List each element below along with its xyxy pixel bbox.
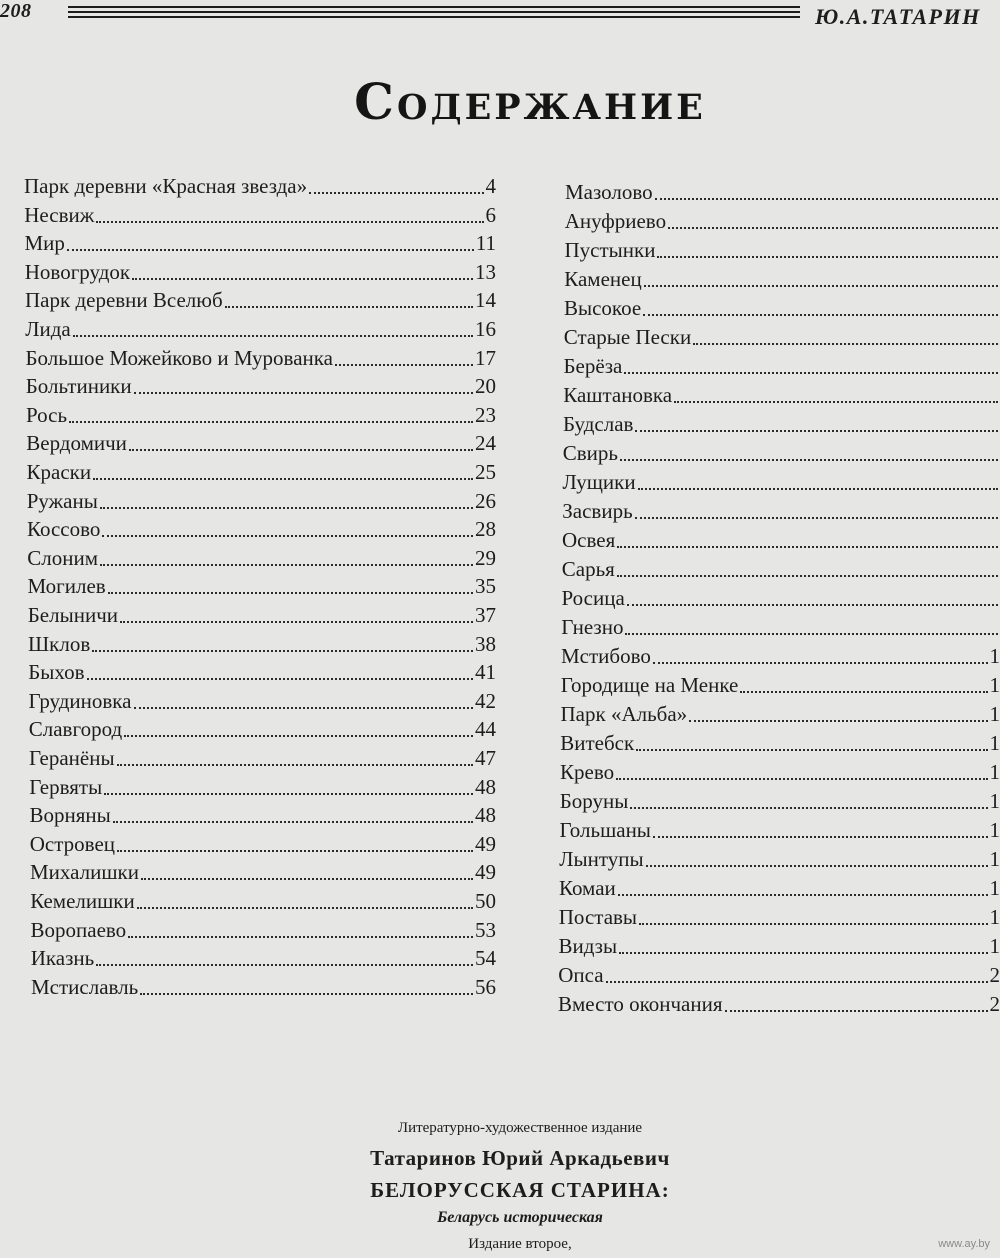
toc-entry-title: Шклов [28, 631, 91, 656]
toc-entry-title: Белыничи [27, 603, 118, 627]
toc-entry-page: 53 [475, 917, 496, 942]
toc-entry-page: 11 [475, 231, 496, 256]
toc-entry-page: 26 [475, 488, 496, 513]
toc-entry-title: Пустынки [564, 238, 656, 262]
toc-entry-page: 1 [989, 731, 1000, 755]
toc-entry-page: 24 [475, 431, 496, 456]
toc-leader-dots [689, 719, 987, 722]
toc-entry-title: Ворняны [29, 803, 111, 828]
toc-entry-title: Крево [560, 760, 615, 784]
toc-entry-title: Берёза [563, 354, 623, 378]
toc-entry-title: Лида [25, 317, 71, 341]
toc-entry-title: Свирь [562, 441, 618, 465]
toc-entry-page: 25 [475, 460, 496, 484]
toc-leader-dots [643, 313, 998, 316]
toc-entry [562, 499, 1000, 524]
toc-leader-dots [668, 226, 998, 229]
imprint-book-title: БЕЛОРУССКАЯ СТАРИНА: [370, 1178, 670, 1202]
toc-leader-dots [630, 806, 987, 809]
toc-entry-title: Коссово [27, 517, 101, 542]
page-number: 208 [0, 0, 32, 22]
toc-leader-dots [653, 835, 988, 838]
toc-entry [558, 992, 1000, 1017]
toc-entry [563, 441, 1000, 466]
toc-entry [565, 238, 1000, 263]
toc-entry-title: Быхов [28, 660, 85, 685]
toc-entry-title: Лынтупы [559, 847, 644, 871]
toc-entry-title: Мазолово [565, 180, 653, 204]
toc-entry-page: 38 [475, 631, 496, 656]
toc-leader-dots [740, 690, 987, 693]
toc-entry-title: Кемелишки [30, 889, 135, 913]
toc-entry-page: 1 [989, 760, 1000, 784]
toc-entry-page: 16 [475, 317, 496, 341]
toc-leader-dots [674, 400, 998, 403]
toc-entry [560, 818, 1000, 843]
toc-entry [563, 470, 1000, 495]
toc-entry-title: Мстиславль [31, 974, 139, 999]
toc-entry-title: Слоним [27, 545, 99, 570]
toc-entry-title: Несвиж [24, 202, 95, 227]
toc-entry [564, 325, 1000, 350]
toc-entry-title: Поставы [558, 905, 638, 929]
toc-leader-dots [636, 748, 987, 751]
toc-entry-page: 35 [475, 574, 496, 599]
toc-entry [565, 180, 1000, 205]
toc-entry-page: 42 [475, 688, 496, 713]
page-title: Содержание [354, 72, 706, 131]
toc-entry-title: Видзы [558, 934, 618, 958]
imprint-edition: Издание второе, [468, 1236, 572, 1252]
toc-entry [561, 702, 1000, 727]
toc-entry-page: 41 [475, 660, 496, 685]
toc-leader-dots [644, 284, 998, 287]
toc-leader-dots [616, 777, 987, 780]
toc-entry-page: 2 [989, 992, 1000, 1016]
toc-entry-title: Гнезно [561, 615, 624, 639]
toc-entry-title: Каменец [564, 267, 642, 291]
toc-entry-title: Ружаны [26, 488, 98, 513]
toc-entry-title: Будслав [563, 412, 634, 436]
toc-entry-title: Старые Пески [563, 325, 692, 349]
toc-entry-title: Комаи [559, 876, 616, 900]
toc-leader-dots [625, 632, 998, 635]
toc-leader-dots [725, 1009, 988, 1012]
toc-entry-page: 56 [475, 974, 496, 999]
toc-entry-title: Большое Можейково и Мурованка [25, 345, 333, 370]
toc-leader-dots [606, 980, 988, 983]
toc-entry-title: Славгород [28, 717, 123, 742]
toc-entry [558, 963, 1000, 988]
toc-entry [563, 383, 1000, 408]
toc-entry-page: 1 [989, 905, 1000, 929]
running-head-author: Ю.А.ТАТАРИН [815, 4, 981, 29]
toc-entry-title: Ануфриево [564, 209, 667, 233]
toc-leader-dots [617, 545, 998, 548]
toc-entry-title: Каштановка [563, 383, 673, 407]
toc-leader-dots [617, 574, 998, 577]
toc-leader-dots [627, 603, 998, 606]
toc-entry [564, 354, 1000, 379]
toc-entry-title: Лущики [562, 470, 636, 494]
toc-entry-title: Освея [562, 528, 616, 552]
toc-entry-title: Парк «Альба» [560, 702, 688, 726]
toc-entry [564, 296, 1000, 321]
toc-entry-page: 1 [989, 818, 1000, 842]
toc-leader-dots [638, 487, 998, 490]
toc-entry-title: Мир [24, 231, 65, 256]
toc-entry-title: Иказнь [30, 946, 95, 971]
toc-leader-dots [619, 951, 987, 954]
toc-entry-title: Краски [26, 460, 92, 484]
toc-entry [559, 905, 1000, 930]
toc-entry [562, 528, 1000, 553]
toc-entry-title: Опса [558, 963, 604, 987]
toc-entry-page: 49 [475, 831, 496, 856]
toc-leader-dots [653, 661, 988, 664]
toc-entry-title: Грудиновка [28, 688, 132, 713]
toc-leader-dots [657, 255, 998, 258]
toc-entry-page: 20 [475, 374, 496, 399]
toc-entry-title: Мстибово [561, 644, 651, 668]
toc-entry-page: 37 [475, 603, 496, 627]
toc-entry [560, 760, 1000, 785]
toc-entry-page: 1 [989, 673, 1000, 697]
toc-entry [565, 209, 1000, 234]
toc-leader-dots [635, 516, 998, 519]
toc-leader-dots [618, 893, 988, 896]
toc-leader-dots [635, 429, 998, 432]
toc-entry-title: Сарья [561, 557, 615, 581]
toc-entry-page: 1 [989, 934, 1000, 958]
toc-entry-title: Могилев [27, 574, 106, 599]
toc-entry [563, 412, 1000, 437]
toc-entry-title: Вердомичи [26, 431, 127, 456]
toc-entry-title: Парк деревни Вселюб [25, 288, 223, 313]
toc-entry [562, 586, 1000, 611]
toc-entry [562, 557, 1000, 582]
toc-entry [560, 789, 1000, 814]
toc-entry-page: 13 [475, 259, 496, 284]
toc-entry-page: 29 [475, 545, 496, 570]
toc-entry [559, 847, 1000, 872]
toc-entry-page: 54 [475, 946, 496, 971]
toc-entry-page: 4 [485, 174, 496, 198]
toc-leader-dots [693, 342, 998, 345]
toc-entry [564, 267, 1000, 292]
toc-entry-page: 23 [475, 402, 496, 427]
toc-leader-dots [624, 371, 998, 374]
toc-entry-page: 48 [475, 803, 496, 828]
imprint-author: Татаринов Юрий Аркадьевич [370, 1146, 670, 1170]
toc-entry-title: Засвирь [562, 499, 633, 523]
toc-entry-page: 1 [989, 702, 1000, 726]
site-watermark: www.ay.by [938, 1238, 990, 1250]
toc-entry-page: 1 [989, 876, 1000, 900]
toc-entry-title: Витебск [560, 731, 635, 755]
toc-entry-page: 47 [475, 746, 496, 770]
toc-entry-title: Вместо окончания [558, 992, 723, 1016]
toc-entry-page: 2 [989, 963, 1000, 987]
toc-entry-title: Росица [561, 586, 625, 610]
toc-entry-page: 1 [989, 644, 1000, 668]
toc-entry-title: Боруны [559, 789, 629, 813]
imprint-subtitle: Беларусь историческая [437, 1209, 603, 1226]
toc-entry-page: 49 [475, 860, 496, 885]
toc-entry-page: 1 [989, 789, 1000, 813]
toc-entry [561, 673, 1000, 698]
toc-entry-title: Рось [26, 402, 68, 427]
toc-entry-title: Высокое [564, 296, 642, 320]
toc-entry-title: Михалишки [30, 860, 139, 885]
toc-entry-title: Геранёны [29, 746, 115, 770]
toc-leader-dots [646, 864, 988, 867]
toc-leader-dots [655, 197, 998, 200]
toc-entry [560, 731, 1000, 756]
toc-leader-dots [620, 458, 998, 461]
imprint-type: Литературно-художественное издание [397, 1120, 643, 1136]
toc-entry-title: Больтиники [25, 374, 132, 399]
toc-entry-page: 14 [475, 288, 496, 313]
toc-entry-page: 44 [475, 717, 496, 742]
toc-entry [559, 934, 1000, 959]
toc-entry-page: 48 [475, 774, 496, 799]
toc-leader-dots [639, 922, 987, 925]
toc-entry-title: Парк деревни «Красная звезда» [24, 174, 308, 198]
toc-entry-title: Гольшаны [559, 818, 651, 842]
toc-entry-page: 6 [485, 202, 496, 227]
toc-entry-page: 28 [475, 517, 496, 542]
toc-entry [561, 644, 1000, 669]
toc-entry-title: Воропаево [30, 917, 127, 942]
toc-entry-title: Островец [29, 831, 116, 856]
toc-entry [559, 876, 1000, 901]
toc-entry-title: Гервяты [29, 774, 103, 799]
toc-entry-page: 17 [475, 345, 496, 370]
toc-entry [561, 615, 1000, 640]
toc-entry-page: 50 [475, 889, 496, 913]
toc-entry-title: Городище на Менке [560, 673, 739, 697]
toc-entry-title: Новогрудок [24, 259, 131, 284]
toc-entry-page: 1 [989, 847, 1000, 871]
